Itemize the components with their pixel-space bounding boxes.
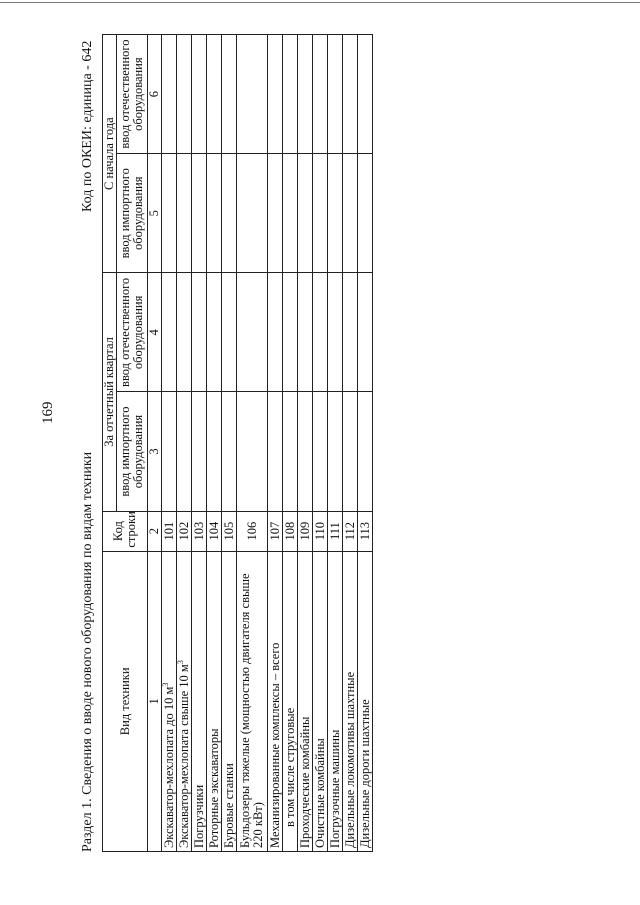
cell: [298, 273, 313, 392]
cell: [343, 392, 358, 511]
row-label: Роторные экскаваторы: [207, 551, 222, 851]
header-year: С начала года: [103, 35, 117, 273]
cell: [237, 154, 268, 273]
header-quarter: За отчетный квартал: [103, 273, 117, 511]
cell: [192, 154, 207, 273]
header-row-1: [103, 35, 117, 852]
cell: [207, 392, 222, 511]
row-label: в том числе струговые: [283, 551, 298, 851]
row-label: Бульдозеры тяжелые (мощностью двигателя свыше 220 кВт): [237, 551, 268, 851]
row-code: 102: [177, 511, 192, 551]
column-number: 6: [148, 35, 162, 154]
okei-code: Код по ОКЕИ: единица - 642: [80, 40, 95, 212]
cell: [298, 35, 313, 154]
table-row: [237, 35, 268, 852]
cell: [358, 35, 373, 154]
cell: [343, 154, 358, 273]
table-row: [298, 35, 313, 852]
cell: [207, 154, 222, 273]
cell: [328, 392, 343, 511]
table-row: [328, 35, 343, 852]
column-number-row: [148, 35, 162, 852]
cell: [328, 154, 343, 273]
table-row: [162, 35, 177, 852]
row-code: 113: [358, 511, 373, 551]
table-row: [177, 35, 192, 852]
cell: [237, 392, 268, 511]
cell: [268, 35, 283, 154]
row-code: 111: [328, 511, 343, 551]
row-code: 107: [268, 511, 283, 551]
rotated-sheet: [76, 32, 406, 852]
cell: [162, 35, 177, 154]
cell: [222, 392, 237, 511]
cell: [313, 392, 328, 511]
table-row: [268, 35, 283, 852]
cell: [222, 273, 237, 392]
row-label: Очистные комбайны: [313, 551, 328, 851]
table-row: [358, 35, 373, 852]
header-year-domestic: ввод отечественного оборудования: [117, 35, 148, 154]
header-quarter-domestic: ввод отечественного оборудования: [117, 273, 148, 392]
header-kind: Вид техники: [103, 551, 148, 851]
column-number: 3: [148, 392, 162, 511]
section-title: Раздел 1. Сведения о вводе нового оборудования по видам техники: [80, 451, 95, 852]
row-label: Экскаватор-мехлопата свыше 10 $м^3$: [177, 551, 192, 851]
row-code: 101: [162, 511, 177, 551]
cell: [177, 273, 192, 392]
cell: [177, 392, 192, 511]
column-number: 1: [148, 551, 162, 851]
row-label: Механизированные комплексы – всего: [268, 551, 283, 851]
cell: [313, 35, 328, 154]
column-number: 5: [148, 154, 162, 273]
row-label: Экскаватор-мехлопата до 10 $м^3$: [162, 551, 177, 851]
table-row: [313, 35, 328, 852]
table-row: [192, 35, 207, 852]
row-code: 103: [192, 511, 207, 551]
cell: [162, 273, 177, 392]
row-code: 105: [222, 511, 237, 551]
column-number: 2: [148, 511, 162, 551]
page-number: 169: [40, 401, 56, 424]
cell: [358, 392, 373, 511]
cell: [298, 154, 313, 273]
cell: [207, 273, 222, 392]
table-row: [343, 35, 358, 852]
row-code: 110: [313, 511, 328, 551]
cell: [192, 392, 207, 511]
cell: [192, 35, 207, 154]
header-year-import: ввод импортного оборудования: [117, 154, 148, 273]
cell: [222, 35, 237, 154]
row-label: Проходческие комбайны: [298, 551, 313, 851]
cell: [328, 35, 343, 154]
cell: [328, 273, 343, 392]
cell: [358, 154, 373, 273]
equipment-table: [102, 34, 373, 852]
column-number: 4: [148, 273, 162, 392]
cell: [313, 154, 328, 273]
cell: [268, 154, 283, 273]
cell: [237, 273, 268, 392]
cell: [177, 154, 192, 273]
cell: [343, 273, 358, 392]
cell: [343, 35, 358, 154]
row-label: Погрузчики: [192, 551, 207, 851]
cell: [268, 392, 283, 511]
cell: [283, 154, 298, 273]
cell: [283, 35, 298, 154]
cell: [283, 392, 298, 511]
cell: [268, 273, 283, 392]
cell: [237, 35, 268, 154]
row-code: 112: [343, 511, 358, 551]
header-quarter-import: ввод импортного оборудования: [117, 392, 148, 511]
table-row: [207, 35, 222, 852]
cell: [222, 154, 237, 273]
row-label: Дизельные дороги шахтные: [358, 551, 373, 851]
row-code: 106: [237, 511, 268, 551]
row-label: Погрузочные машины: [328, 551, 343, 851]
cell: [162, 392, 177, 511]
cell: [283, 273, 298, 392]
cell: [298, 392, 313, 511]
header-code: Код строки: [103, 511, 148, 551]
table-row: [222, 35, 237, 852]
row-code: 108: [283, 511, 298, 551]
cell: [192, 273, 207, 392]
row-code: 104: [207, 511, 222, 551]
cell: [207, 35, 222, 154]
cell: [313, 273, 328, 392]
row-label: Дизельные локомотивы шахтные: [343, 551, 358, 851]
cell: [177, 35, 192, 154]
cell: [162, 154, 177, 273]
row-label: Буровые станки: [222, 551, 237, 851]
table-row: [283, 35, 298, 852]
page-top-rule: [0, 2, 640, 3]
row-code: 109: [298, 511, 313, 551]
cell: [358, 273, 373, 392]
